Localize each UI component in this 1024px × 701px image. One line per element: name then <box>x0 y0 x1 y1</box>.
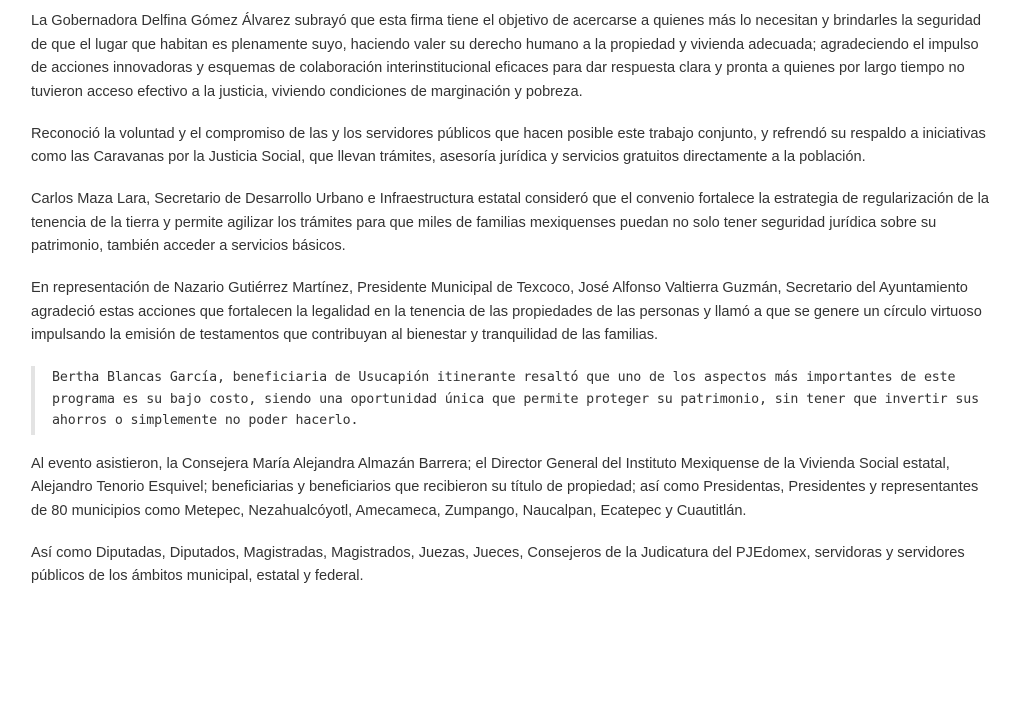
paragraph-maza-lara: Carlos Maza Lara, Secretario de Desarrollo Urbano e Infraestructura estatal consideró que el convenio fortalece la estrategia de regularización de la tenencia de la tierra y permite agilizar los trámites para que miles de familias mexiquenses puedan no solo tener seguridad jurídica sobre su patrimonio, también acceder a servicios básicos. <box>31 191 990 255</box>
blockquote-beneficiary: Bertha Blancas García, beneficiaria de Usucapión itinerante resaltó que uno de los aspectos más importantes de este programa es su bajo costo, siendo una oportunidad única que permite proteger su patrimonio, sin tener que invertir sus ahorros o simplemente no poder hacerlo. <box>31 366 993 435</box>
paragraph-texcoco: En representación de Nazario Gutiérrez Martínez, Presidente Municipal de Texcoco, José Alfonso Valtierra Guzmán, Secretario del Ayuntamiento agradeció estas acciones que fortalecen la legalidad en la tenencia de las propiedades de las personas y llamó a que se genere un círculo virtuoso impulsando la emisión de testamentos que contribuyan al bienestar y tranquilidad de las familias. <box>31 280 982 344</box>
paragraph-governor: La Gobernadora Delfina Gómez Álvarez subrayó que esta firma tiene el objetivo de acercarse a quienes más lo necesitan y brindarles la seguridad de que el lugar que habitan es plenamente suyo, haciendo valer su derecho humano a la propiedad y vivienda adecuada; agradeciendo el impulso de acciones innovadoras y esquemas de colaboración interinstitucional eficaces para dar respuesta clara y pronta a quienes por largo tiempo no tuvieron acceso efectivo a la justicia, viviendo condiciones de marginación y pobreza. <box>31 13 981 100</box>
article-body <box>31 10 993 608</box>
paragraph-attendees: Al evento asistieron, la Consejera María Alejandra Almazán Barrera; el Director General del Instituto Mexiquense de la Vivienda Social estatal, Alejandro Tenorio Esquivel; beneficiarias y beneficiarios que recibieron su título de propiedad; así como Presidentas, Presidentes y representantes de 80 municipios como Metepec, Nezahualcóyotl, Amecameca, Zumpango, Naucalpan, Ecatepec y Cuautitlán. <box>31 455 979 519</box>
paragraph-recognition: Reconoció la voluntad y el compromiso de las y los servidores públicos que hacen posible este trabajo conjunto, y refrendó su respaldo a iniciativas como las Caravanas por la Justicia Social, que llevan trámites, asesoría jurídica y servicios gratuitos directamente a la población. <box>31 125 986 166</box>
paragraph-officials: Así como Diputadas, Diputados, Magistradas, Magistrados, Juezas, Jueces, Consejeros de la Judicatura del PJEdomex, servidoras y servidores públicos de los ámbitos municipal, estatal y federal. <box>31 544 965 585</box>
